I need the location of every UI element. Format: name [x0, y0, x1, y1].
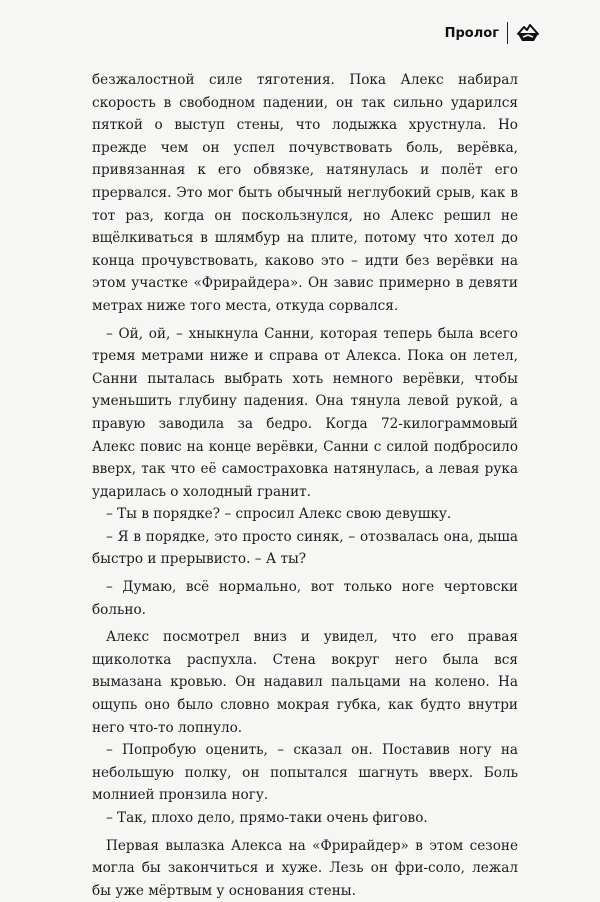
paragraph: – Попробую оценить, – сказал он. Поставив ногу на небольшую полку, он попытался шагнуть вверх. Боль молнией пронзила ногу. — [92, 742, 518, 804]
page-text — [92, 69, 518, 902]
paragraph: Первая вылазка Алекса на «Фрирайдер» в этом сезоне могла бы закончиться и хуже. Лезь он фри-соло, лежал бы уже мёртвым у основания стены. — [92, 837, 518, 899]
running-header — [445, 22, 540, 44]
header-divider — [507, 22, 508, 44]
paragraph: – Ой, ой, – хныкнула Санни, которая теперь была всего тремя метрами ниже и справа от Алекса. Пока он летел, Санни пыталась выбрать хоть немного верёвки, чтобы уменьшить глубину падения. Она тянула левой рукой, а правую заводила за бедро. Когда 72-килограммовый Алекс повис на конце верёвки, Санни с силой подбросило вверх, так что её самостраховка натянулась, а левая рука ударилась о холодный гранит. — [92, 325, 518, 500]
paragraph: – Ты в порядке? – спросил Алекс свою девушку. — [106, 506, 452, 523]
chapter-title: Пролог — [444, 25, 499, 41]
paragraph: – Думаю, всё нормально, вот только ноге чертовски больно. — [92, 579, 518, 618]
paragraph: Алекс посмотрел вниз и увидел, что его правая щиколотка распухла. Стена вокруг него была вся вымазана кровью. Он надавил пальцами на колено. На ощупь оно было словно мокрая губка, как будто внутри него что-то лопнуло. — [92, 629, 518, 736]
paragraph: – Так, плохо дело, прямо-таки очень фигово. — [106, 810, 428, 826]
paragraph: – Я в порядке, это просто синяк, – отозвалась она, дыша быстро и прерывисто. – А ты? — [92, 528, 518, 568]
paragraph: безжалостной силе тяготения. Пока Алекс набирал скорость в свободном падении, он так сильно ударился пяткой о выступ стены, что лодыжка хрустнула. Но прежде чем он успел почувствовать боль, верёвка, привязанная к его обвязке, натянулась и полёт его прервался. Это мог быть обычный неглубокий срыв, как в тот раз, когда он поскользнулся, но Алекс решил не вщёлкиваться в шлямбур на плите, потому что хотел до конца прочувствовать, каково это – идти без верёвки на этом участке «Фрирайдера». Он завис примерно в девяти метрах ниже того места, откуда сорвался. — [92, 72, 518, 314]
mountain-emblem-icon — [516, 22, 540, 44]
